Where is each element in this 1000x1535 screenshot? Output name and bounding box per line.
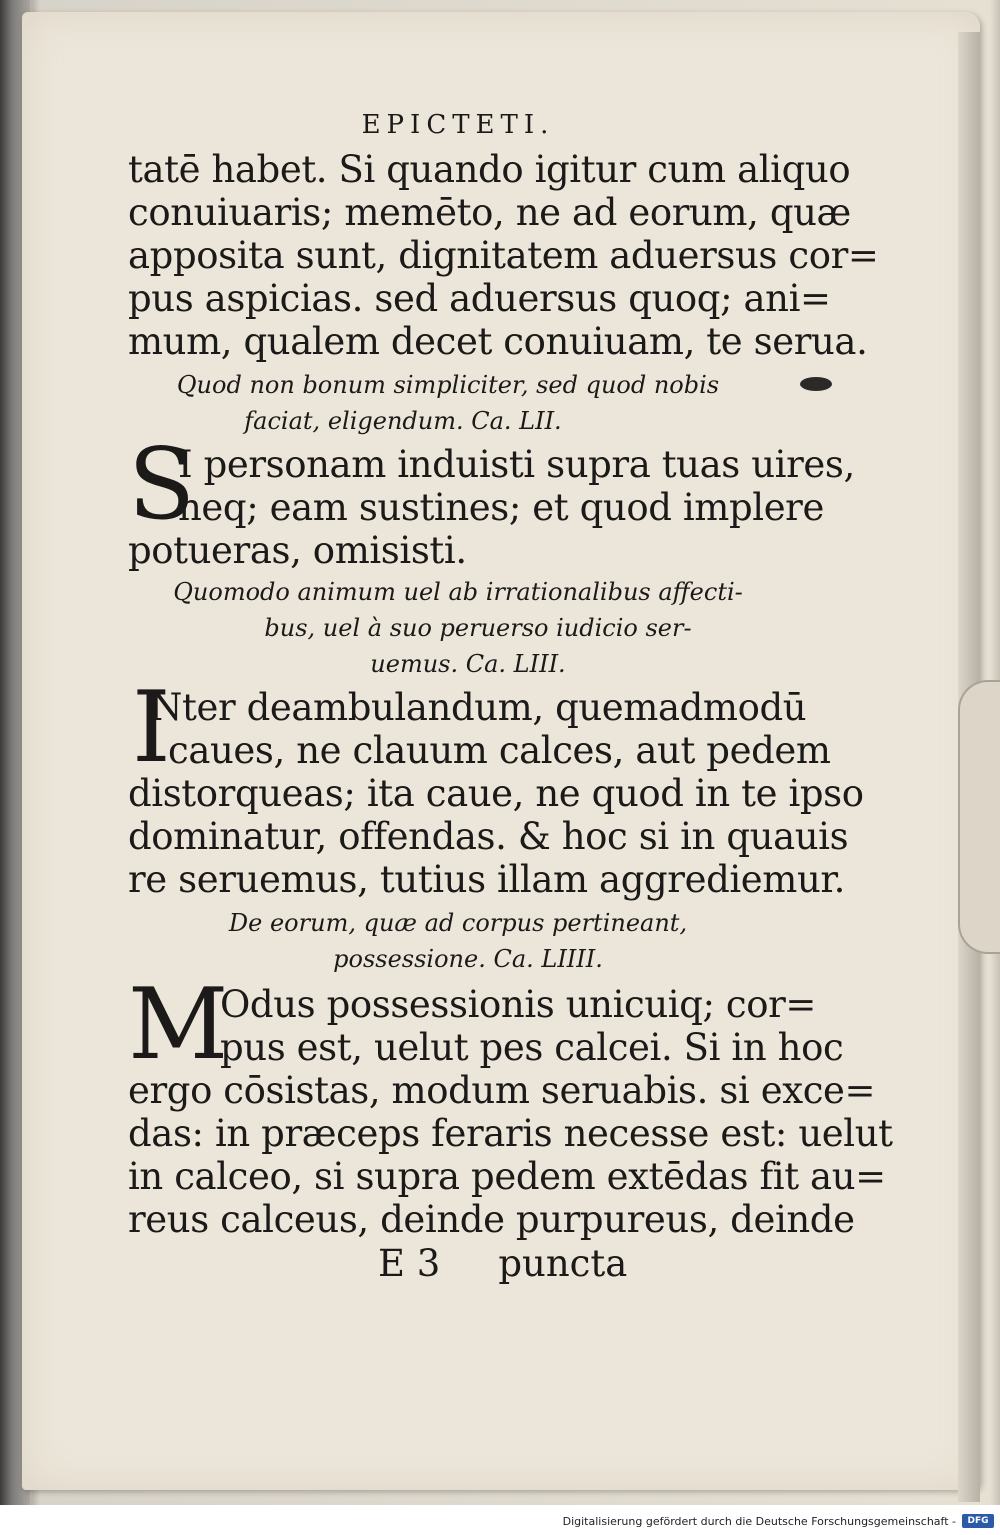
text-line: neq; eam sustines; et quod implere [178, 486, 824, 529]
chapter-54-caption [128, 905, 768, 977]
caption-line: bus, uel à suo peruerso iudicio ser- [264, 614, 692, 642]
drop-cap: I [132, 671, 171, 785]
text-line: reus calceus, deinde purpureus, deinde [128, 1198, 855, 1241]
text-line: Odus possessionis unicuiq; cor= [220, 983, 817, 1026]
text-line: I personam induisti supra tuas uires, [178, 443, 855, 486]
ink-blot [800, 377, 832, 391]
chapter-53-paragraph [128, 671, 864, 901]
text-line: pus aspicias. sed aduersus quoq; ani= [128, 277, 831, 320]
page-tab-notch [958, 680, 1000, 954]
drop-cap: M [128, 968, 229, 1082]
text-line: potueras, omisisti. [128, 529, 467, 572]
signature-line [128, 1241, 768, 1287]
text-line: distorqueas; ita caue, ne quod in te ipso [128, 772, 864, 815]
caption-line: faciat, eligendum. Ca. LII. [244, 407, 562, 435]
text-line: Nter deambulandum, quemadmodū [150, 686, 807, 729]
caption-line: De eorum, quæ ad corpus pertineant, [228, 909, 688, 937]
caption-line: uemus. Ca. LIII. [370, 650, 566, 678]
text-line: in calceo, si supra pedem extēdas fit au= [128, 1155, 886, 1198]
text-line: pus est, uelut pes calcei. Si in hoc [220, 1026, 844, 1069]
text-line: caues, ne clauum calces, aut pedem [168, 729, 831, 772]
caption-line: Quomodo animum uel ab irrationalibus affecti- [173, 578, 743, 606]
text-line: apposita sunt, dignitatem aduersus cor= [128, 234, 879, 277]
drop-cap: S [128, 428, 196, 542]
dfg-logo: DFG [962, 1514, 994, 1528]
chapter-53-caption [128, 574, 768, 682]
text-line: tatē habet. Si quando igitur cum aliquo [128, 148, 851, 191]
caption-line: possessione. Ca. LIIII. [333, 945, 603, 973]
running-header: EPICTETI. [361, 110, 555, 140]
catchword: puncta [498, 1242, 628, 1285]
text-line: conuiuaris; memēto, ne ad eorum, quæ [128, 191, 851, 234]
footer-credit: Digitalisierung gefördert durch die Deutsche Forschungsgemeinschaft - [562, 1515, 956, 1528]
page-text [128, 110, 893, 1287]
text-block-1 [128, 148, 879, 363]
text-line: ergo cōsistas, modum seruabis. si exce= [128, 1069, 876, 1112]
chapter-52-paragraph [128, 428, 855, 572]
signature-mark: E 3 [378, 1242, 441, 1285]
chapter-54-paragraph [128, 968, 893, 1241]
text-line: das: in præceps feraris necesse est: uelut [128, 1112, 893, 1155]
text-line: dominatur, offendas. & hoc si in quauis [128, 815, 849, 858]
text-line: re seruemus, tutius illam aggrediemur. [128, 858, 845, 901]
chapter-52-caption [128, 367, 768, 439]
caption-line: Quod non bonum simpliciter, sed quod nobis [176, 371, 720, 399]
digitization-footer [0, 1505, 1000, 1535]
text-line: mum, qualem decet conuiuam, te serua. [128, 320, 868, 363]
